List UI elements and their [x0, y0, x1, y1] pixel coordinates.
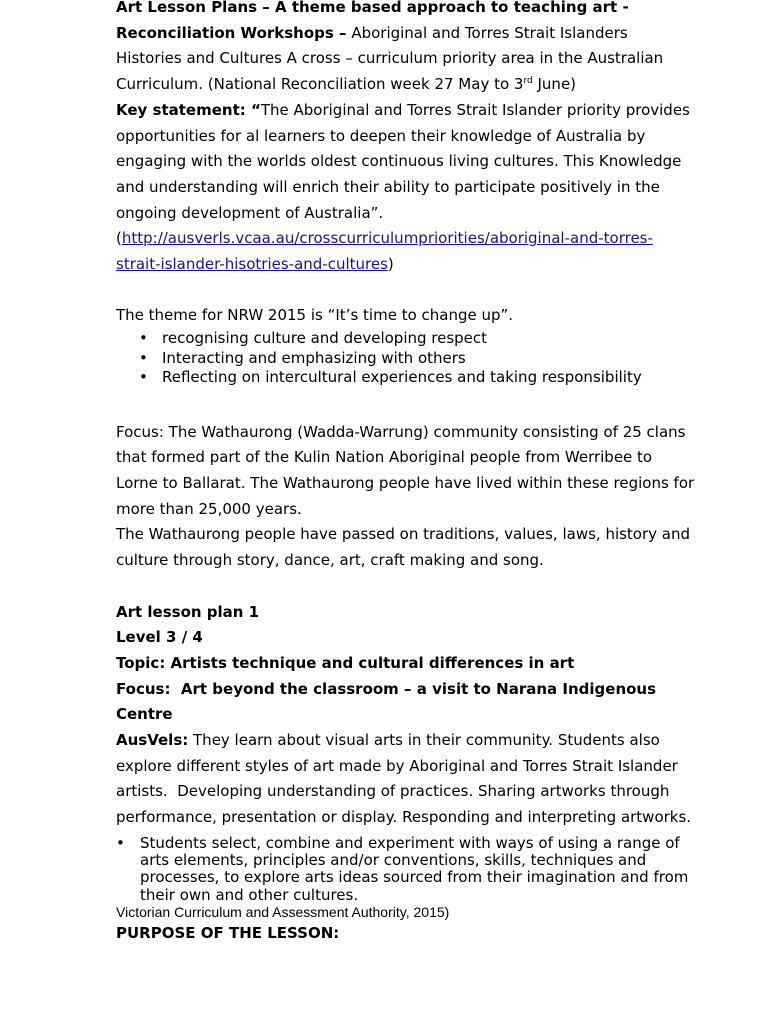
- bullet-icon: •: [139, 368, 148, 387]
- link-paren-close: ): [387, 255, 394, 274]
- list-item: [116, 349, 696, 369]
- citation: Victorian Curriculum and Assessment Authority, 2015): [116, 904, 450, 921]
- curriculum-link[interactable]: http://ausverls.vcaa.au/crosscurriculumpriorities/aboriginal-and-torres-strait-islander-hisotries-and-cultures: [116, 229, 653, 274]
- intro-paragraph: [116, 0, 696, 98]
- ausvels-text: They learn about visual arts in their community. Students also explore different styles of art made by Aboriginal and Torres Strait Islander artists. Developing understanding of practices. Sharing artworks through performance, presentation or display. Responding and interpreting artworks.: [116, 731, 692, 827]
- focus-paragraph: Focus: The Wathaurong (Wadda-Warrung) community consisting of 25 clans that formed part of the Kulin Nation Aboriginal people from Werribee to Lorne to Ballarat. The Wathaurong people have lived within these regions for more than 25,000 years.: [116, 422, 695, 518]
- list-item-text: Interacting and emphasizing with others: [162, 348, 466, 367]
- spacer: [116, 388, 696, 420]
- intro-text: Aboriginal and Torres Strait Islanders Histories and Cultures A cross – curriculum priority area in the Australian Curriculum. (National Reconciliation week 27 May to 3: [116, 23, 664, 94]
- list-item: [116, 329, 696, 349]
- link-paren-open: (: [116, 229, 122, 248]
- spacer: [116, 574, 696, 600]
- lesson-plan-heading: Art lesson plan 1: [116, 602, 260, 621]
- list-item-text: Reflecting on intercultural experiences and taking responsibility: [162, 368, 642, 387]
- key-statement-paragraph: [116, 98, 696, 278]
- bullet-icon: •: [139, 329, 148, 348]
- purpose-heading: PURPOSE OF THE LESSON:: [116, 924, 340, 943]
- theme-statement: The theme for NRW 2015 is “It’s time to change up”.: [116, 306, 514, 325]
- ausvels-label: AusVels:: [116, 731, 189, 750]
- document-page: [116, 0, 696, 947]
- traditions-paragraph: The Wathaurong people have passed on traditions, values, laws, history and culture through story, dance, art, craft making and song.: [116, 525, 691, 570]
- intro-title: Art Lesson Plans – A theme based approach to teaching art - Reconciliation Workshops –: [116, 0, 629, 42]
- curriculum-bullet-text: Students select, combine and experiment with ways of using a range of arts elements, principles and/or conventions, skills, techniques and processes, to explore arts ideas sourced from their imagination and from their own and other cultures.: [140, 833, 689, 904]
- lesson-level: Level 3 / 4: [116, 628, 203, 647]
- key-statement-text: The Aboriginal and Torres Strait Islander priority provides opportunities for al learners to deepen their knowledge of Australia by engaging with the worlds oldest continuous living cultures. This Knowledge and understanding will enrich their ability to participate positively in the ongoing development of Australia”.: [116, 100, 690, 222]
- lesson-topic: Topic: Artists technique and cultural differences in art: [116, 653, 575, 672]
- lesson-focus: Focus: Art beyond the classroom – a visit to Narana Indigenous Centre: [116, 679, 657, 724]
- curriculum-bullet: [116, 835, 692, 904]
- list-item: [116, 368, 696, 388]
- intro-superscript: rd: [523, 76, 533, 87]
- list-item-text: recognising culture and developing respect: [162, 329, 488, 348]
- bullet-icon: •: [116, 833, 125, 852]
- spacer: [116, 278, 696, 304]
- key-statement-label: Key statement: “: [116, 100, 261, 119]
- theme-list: [116, 329, 696, 388]
- ausvels-paragraph: [116, 728, 696, 831]
- bullet-icon: •: [139, 348, 148, 367]
- intro-text-end: June): [532, 75, 577, 94]
